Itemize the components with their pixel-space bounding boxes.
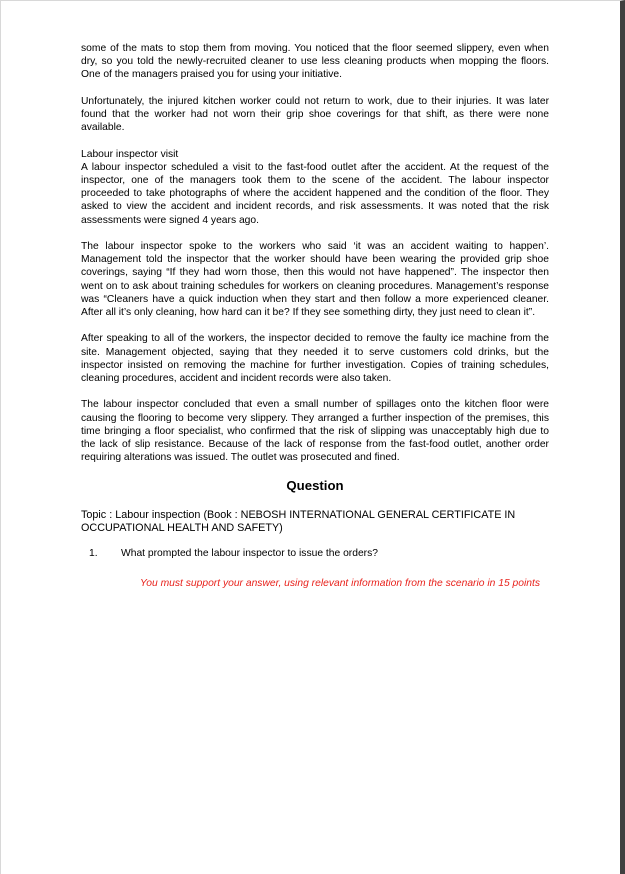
answer-instruction: You must support your answer, using relevant information from the scenario in 15 points bbox=[139, 577, 541, 589]
question-item bbox=[81, 547, 549, 560]
paragraph-conclusion: The labour inspector concluded that even a small number of spillages onto the kitchen floor were causing the flooring to become very slippery. They arranged a further inspection of the premises, this time bringing a floor specialist, who confirmed that the risk of slipping was unacceptably high due to the lack of slip resistance. Because of the lack of response from the fast-food outlet, another order requiring alterations was issued. The outlet was prosecuted and fined. bbox=[81, 399, 549, 464]
page-content bbox=[81, 42, 549, 590]
question-title: Question bbox=[286, 477, 344, 493]
paragraph-workers-spoke: The labour inspector spoke to the workers who said ‘it was an accident waiting to happen’. Management told the inspector that the worker should have been wearing the provided grip shoe coverings, saying “If they had worn those, then this would not have happened”. The inspector then went on to ask about training schedules for workers on cleaning procedures. Management’s response was “Cleaners have a quick induction when they start and then follow a more experienced cleaner. After all it’s only cleaning, how hard can it be? If they see something dirty, they just need to clean it”. bbox=[81, 241, 549, 319]
paragraph-inspector-visit: A labour inspector scheduled a visit to the fast-food outlet after the accident. At the request of the inspector, one of the managers took them to the scene of the accident. The labour inspector proceeded to take photographs of where the accident happened and the condition of the floor. They asked to view the accident and incident records, and risk assessments. It was noted that the risk assessments were signed 4 years ago. bbox=[81, 161, 549, 226]
paragraph-ice-machine: After speaking to all of the workers, the inspector decided to remove the faulty ice machine from the site. Management objected, saying that they needed it to serve customers cold drinks, but the inspector insisted on removing the machine for further investigation. Copies of training schedules, cleaning procedures, accident and incident records were also taken. bbox=[81, 333, 549, 385]
section-labour-inspector-visit bbox=[81, 148, 549, 227]
question-text: What prompted the labour inspector to issue the orders? bbox=[121, 548, 378, 560]
question-topic: Topic : Labour inspection (Book : NEBOSH INTERNATIONAL GENERAL CERTIFICATE IN OCCUPATIONAL HEALTH AND SAFETY) bbox=[81, 508, 516, 535]
paragraph-injury: Unfortunately, the injured kitchen worker could not return to work, due to their injuries. It was later found that the worker had not worn their grip shoe coverings for that shift, as there were none available. bbox=[81, 95, 549, 134]
paragraph-mats: some of the mats to stop them from moving. You noticed that the floor seemed slippery, even when dry, so you told the newly-recruited cleaner to use less cleaning products when mopping the floors. One of the managers praised you for using your initiative. bbox=[81, 43, 549, 81]
question-number: 1. bbox=[89, 548, 98, 560]
section-heading: Labour inspector visit bbox=[81, 148, 179, 160]
